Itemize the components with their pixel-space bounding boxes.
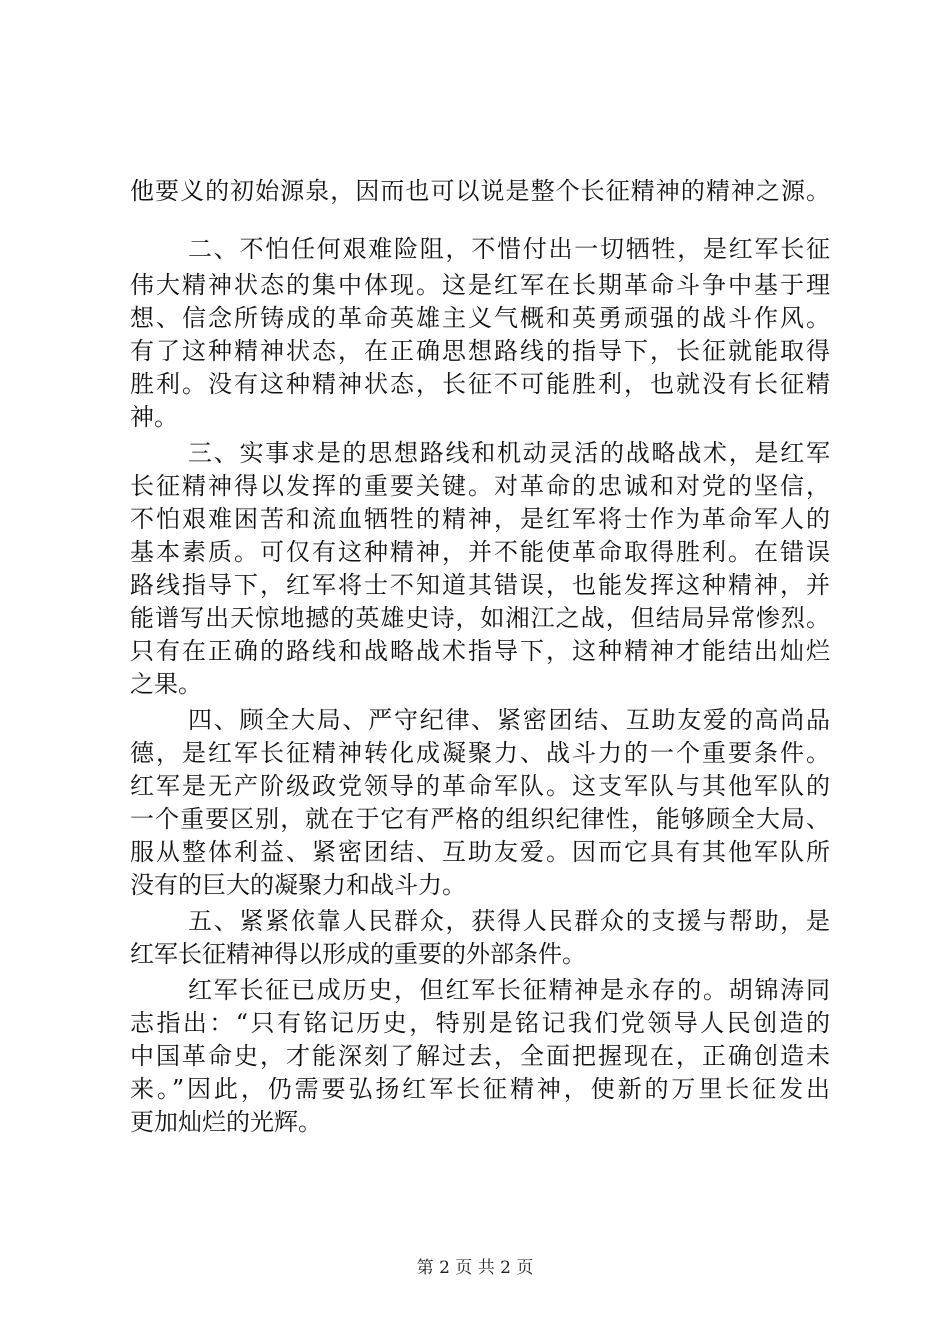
text-line: 路线指导下，红军将士不知道其错误，也能发挥这种精神，并 <box>130 571 830 599</box>
text-line: 长征精神得以发挥的重要关键。对革命的忠诚和对党的坚信， <box>130 472 830 500</box>
text-line: 服从整体利益、紧密团结、互助友爱。因而它具有其他军队所 <box>130 838 830 866</box>
text-line: 三、实事求是的思想路线和机动灵活的战略战术，是红军 <box>188 439 830 467</box>
page-footer: 第 2 页 共 2 页 <box>416 1258 534 1278</box>
text-line: 伟大精神状态的集中体现。这是红军在长期革命斗争中基于理 <box>130 271 830 299</box>
text-line: 中国革命史，才能深刻了解过去，全面把握现在，正确创造未 <box>130 1042 830 1070</box>
text-line: 德，是红军长征精神转化成凝聚力、战斗力的一个重要条件。 <box>130 739 830 767</box>
text-line: 只有在正确的路线和战略战术指导下，这种精神才能结出灿烂 <box>130 637 830 665</box>
text-line: 之果。 <box>130 670 202 698</box>
text-line: 四、顾全大局、严守纪律、紧密团结、互助友爱的高尚品 <box>188 706 830 734</box>
text-line: 一个重要区别，就在于它有严格的组织纪律性，能够顾全大局、 <box>130 805 830 833</box>
text-line: 志指出：“只有铭记历史，特别是铭记我们党领导人民创造的 <box>130 1009 830 1037</box>
text-line: 红军长征精神得以形成的重要的外部条件。 <box>130 940 586 968</box>
text-line: 二、不怕任何艰难险阻，不惜付出一切牺牲，是红军长征 <box>188 235 830 263</box>
text-line: 五、紧紧依靠人民群众，获得人民群众的支援与帮助，是 <box>188 907 830 935</box>
text-line: 他要义的初始源泉，因而也可以说是整个长征精神的精神之源。 <box>130 177 830 205</box>
text-line: 没有的巨大的凝聚力和战斗力。 <box>130 871 466 899</box>
text-line: 更加灿烂的光辉。 <box>130 1108 322 1136</box>
text-line: 基本素质。可仅有这种精神，并不能使革命取得胜利。在错误 <box>130 538 830 566</box>
text-line: 来。”因此，仍需要弘扬红军长征精神，使新的万里长征发出 <box>130 1075 830 1103</box>
text-line: 有了这种精神状态，在正确思想路线的指导下，长征就能取得 <box>130 337 830 365</box>
text-line: 神。 <box>130 403 178 431</box>
text-line: 胜利。没有这种精神状态，长征不可能胜利，也就没有长征精 <box>130 370 830 398</box>
text-line: 不怕艰难困苦和流血牺牲的精神，是红军将士作为革命军人的 <box>130 505 830 533</box>
text-line: 红军是无产阶级政党领导的革命军队。这支军队与其他军队的 <box>130 772 830 800</box>
text-line: 想、信念所铸成的革命英雄主义气概和英勇顽强的战斗作风。 <box>130 304 830 332</box>
text-line: 能谱写出天惊地撼的英雄史诗，如湘江之战，但结局异常惨烈。 <box>130 604 830 632</box>
text-line: 红军长征已成历史，但红军长征精神是永存的。胡锦涛同 <box>188 976 830 1004</box>
